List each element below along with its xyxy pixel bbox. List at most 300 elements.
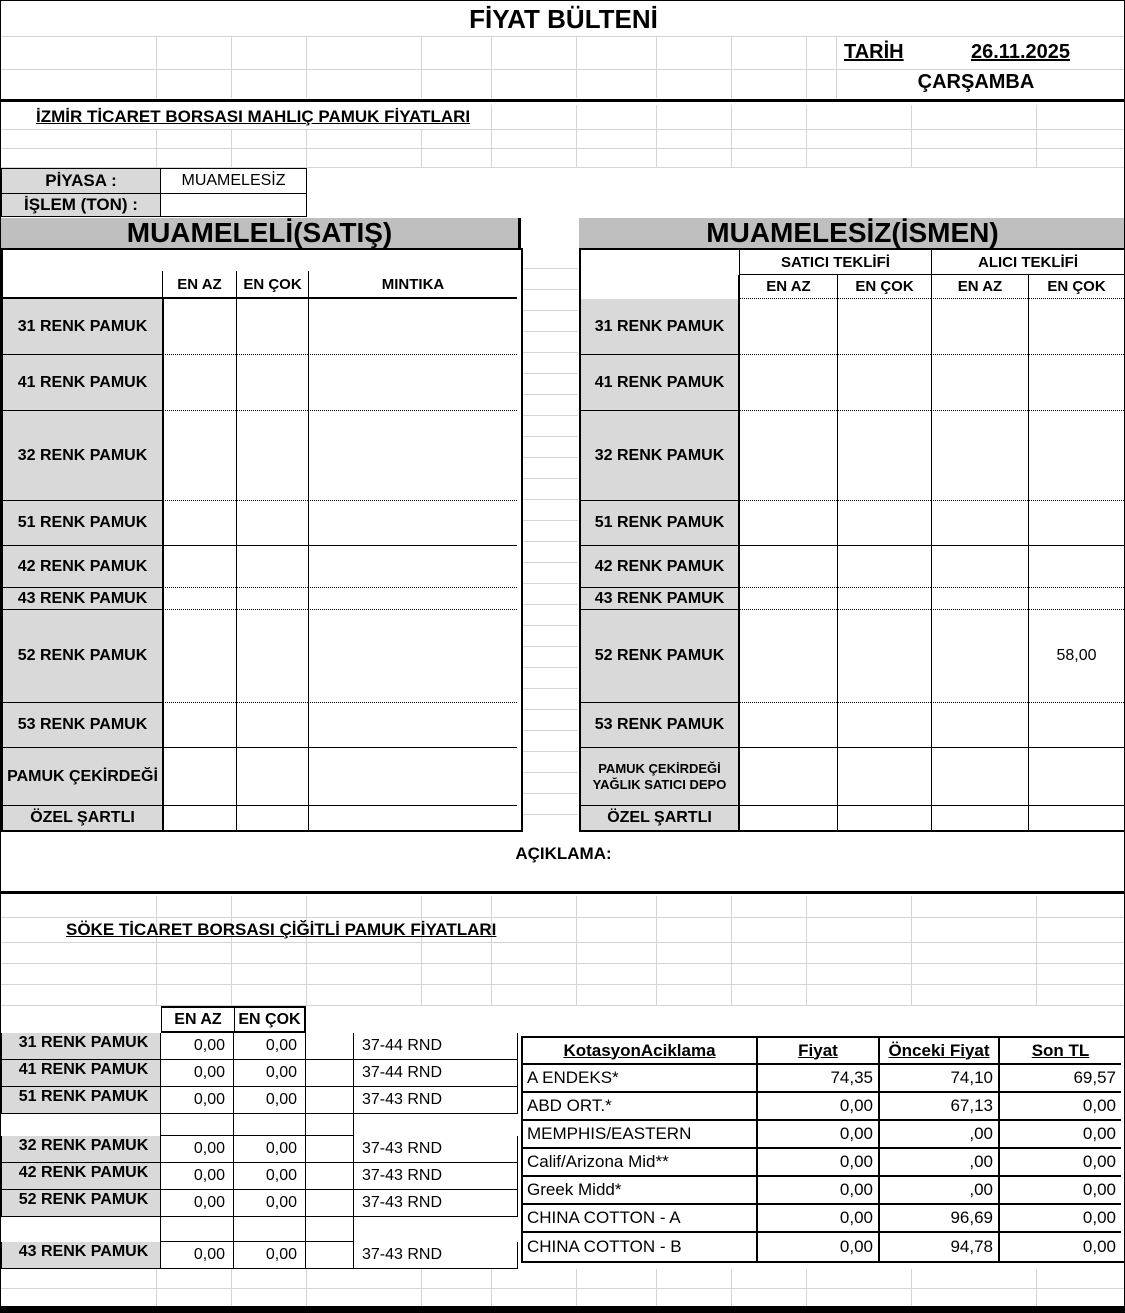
satici-en-az-cell <box>739 703 837 748</box>
row-label: 51 RENK PAMUK <box>3 501 163 546</box>
en-az-cell <box>163 748 236 806</box>
table-row <box>523 1093 1125 1121</box>
gridline <box>576 36 577 98</box>
satici-en-cok-cell <box>837 748 931 806</box>
en-cok-cell <box>236 610 308 703</box>
gridline <box>306 1269 307 1306</box>
en-az-cell: 0,00 <box>161 1060 234 1087</box>
row-label-line1: 43 RENK PAMUK <box>594 589 725 607</box>
kotasyon-name-cell: Calif/Arizona Mid** <box>523 1149 756 1177</box>
gridline <box>306 36 307 98</box>
bottom-bar <box>1 1306 1125 1313</box>
table-row <box>581 501 1125 546</box>
en-az-cell: 0,00 <box>161 1190 234 1217</box>
row-label: 43 RENK PAMUK <box>1 1242 161 1269</box>
gridline <box>911 105 912 167</box>
mintika-cell <box>354 1114 518 1136</box>
divider <box>1 99 1125 102</box>
table-row <box>3 588 521 610</box>
en-az-cell: 0,00 <box>161 1087 234 1114</box>
gridline <box>806 1269 807 1306</box>
en-az-cell <box>163 411 236 501</box>
alici-en-cok-cell <box>1028 501 1124 546</box>
gridline <box>806 896 807 1006</box>
kotasyon-name-cell: ABD ORT.* <box>523 1093 756 1121</box>
row-label <box>581 610 739 703</box>
gridline <box>306 129 307 167</box>
en-az-cell <box>163 501 236 546</box>
aciklama-label: AÇIKLAMA: <box>515 844 612 863</box>
row-label-line1: ÖZEL ŞARTLI <box>607 809 712 827</box>
en-az-cell <box>161 1217 234 1242</box>
satici-en-az-cell <box>739 748 837 806</box>
col-header-satici-en-cok: EN ÇOK <box>837 275 931 299</box>
mintika-cell: 37-44 RND <box>354 1060 518 1087</box>
table-row <box>581 546 1125 588</box>
row-label: 31 RENK PAMUK <box>1 1033 161 1060</box>
mintika-cell <box>308 610 517 703</box>
gridline <box>1 942 1125 943</box>
alici-en-az-cell <box>931 355 1028 411</box>
mintika-cell <box>308 748 517 806</box>
muameleli-table <box>1 248 523 832</box>
table-row <box>523 1205 1125 1233</box>
table-row <box>1 1217 518 1242</box>
satici-en-cok-cell <box>837 703 931 748</box>
satici-en-cok-cell <box>837 806 931 830</box>
mintika-cell <box>308 588 517 610</box>
header-spacer <box>581 275 739 299</box>
gridline <box>656 1269 657 1306</box>
gap-cell <box>306 1033 354 1060</box>
son-tl-cell: 0,00 <box>998 1177 1121 1205</box>
gridline <box>836 36 837 98</box>
gap-cell <box>306 1114 354 1136</box>
satici-en-az-cell <box>739 588 837 610</box>
row-label: ÖZEL ŞARTLI <box>3 806 163 830</box>
en-az-cell <box>161 1114 234 1136</box>
muameleli-header-row <box>3 271 521 299</box>
islem-ton-value <box>160 193 307 217</box>
kotasyon-name-cell: CHINA COTTON - B <box>527 1237 682 1256</box>
row-label: 41 RENK PAMUK <box>3 355 163 411</box>
col-header-satici-en-az: EN AZ <box>739 275 837 299</box>
onceki-fiyat-cell: 96,69 <box>878 1205 998 1233</box>
fiyat-cell: 0,00 <box>756 1205 878 1233</box>
table-row <box>3 299 521 355</box>
satici-en-az-cell <box>739 610 837 703</box>
onceki-fiyat-cell: 67,13 <box>878 1093 998 1121</box>
alici-en-cok-cell <box>1028 411 1124 501</box>
en-cok-cell <box>234 1217 306 1242</box>
table-row <box>523 1121 1125 1149</box>
table-row <box>1 1060 518 1087</box>
onceki-fiyat-cell: ,00 <box>878 1177 998 1205</box>
gridline <box>911 896 912 1006</box>
en-az-cell <box>163 355 236 411</box>
row-label: 51 RENK PAMUK <box>1 1087 161 1114</box>
satici-en-az-cell <box>739 355 837 411</box>
row-label <box>581 748 739 806</box>
row-label: PAMUK ÇEKİRDEĞİ <box>3 748 163 806</box>
gridline <box>1036 1269 1037 1306</box>
grid-gap-column <box>522 248 578 828</box>
mintika-cell: 37-43 RND <box>354 1242 518 1269</box>
kotasyon-name-cell: Greek Midd* <box>523 1177 756 1205</box>
row-label-line1: PAMUK ÇEKİRDEĞİ <box>598 760 721 776</box>
piyasa-label: PİYASA : <box>1 168 161 194</box>
empty-row <box>3 250 521 271</box>
soke-table <box>1 1006 518 1269</box>
gridline <box>1 1288 1125 1289</box>
alici-en-cok-cell <box>1028 703 1124 748</box>
fiyat-cell: 0,00 <box>756 1177 878 1205</box>
row-label: 32 RENK PAMUK <box>1 1136 161 1163</box>
header-spacer <box>581 250 739 275</box>
gridline <box>306 896 307 1006</box>
satici-en-az-cell <box>739 501 837 546</box>
alici-en-az-cell <box>931 501 1028 546</box>
row-label: 52 RENK PAMUK <box>3 610 163 703</box>
satici-teklifi-header: SATICI TEKLİFİ <box>739 250 931 275</box>
en-cok-cell <box>236 703 308 748</box>
en-az-cell: 0,00 <box>161 1033 234 1060</box>
en-cok-cell <box>236 546 308 588</box>
en-az-cell <box>163 806 236 830</box>
row-label <box>581 355 739 411</box>
satici-en-az-cell <box>739 299 837 355</box>
alici-en-cok-cell <box>1028 355 1124 411</box>
group-header-row <box>581 250 1125 275</box>
alici-en-az-cell <box>931 806 1028 830</box>
muamelesiz-table <box>579 248 1125 832</box>
table-row <box>1 1033 518 1060</box>
mintika-cell <box>308 546 517 588</box>
table-row <box>581 588 1125 610</box>
satici-en-cok-cell <box>837 501 931 546</box>
alici-en-az-cell <box>931 546 1028 588</box>
mintika-cell: 37-44 RND <box>354 1033 518 1060</box>
fiyat-cell: 74,35 <box>756 1065 878 1093</box>
gridline <box>491 1269 492 1306</box>
gridline <box>1 917 1125 918</box>
piyasa-value: MUAMELESİZ <box>160 168 307 194</box>
en-cok-cell: 0,00 <box>234 1060 306 1087</box>
date-value: 26.11.2025 <box>971 41 1070 63</box>
son-tl-cell: 0,00 <box>998 1205 1121 1233</box>
row-label <box>581 588 739 610</box>
row-label-line1: 32 RENK PAMUK <box>594 446 725 464</box>
kotasyon-name-cell: MEMPHIS/EASTERN <box>523 1121 756 1149</box>
gridline <box>1 148 1125 149</box>
en-az-cell <box>163 588 236 610</box>
gridline <box>576 1269 577 1306</box>
kotasyon-name-cell: A ENDEKS* <box>523 1065 756 1093</box>
izmir-section-heading: İZMİR TİCARET BORSASI MAHLIÇ PAMUK FİYATLARI <box>36 107 471 126</box>
row-label: 32 RENK PAMUK <box>3 411 163 501</box>
gridline <box>576 105 577 167</box>
gap-cell <box>306 1136 354 1163</box>
gridline <box>1 984 1125 985</box>
row-label <box>581 703 739 748</box>
alici-en-az-cell <box>931 411 1028 501</box>
gridline <box>156 896 157 1006</box>
page-title: FİYAT BÜLTENİ <box>469 4 658 34</box>
col-header-kotasyon-aciklama: KotasyonAciklama <box>523 1038 756 1065</box>
table-row <box>3 806 521 830</box>
row-label <box>1 1114 161 1136</box>
gridline <box>156 1269 157 1306</box>
fiyat-cell: 0,00 <box>756 1149 878 1177</box>
gap-cell <box>306 1190 354 1217</box>
alici-en-az-cell <box>931 299 1028 355</box>
alici-en-az-cell <box>931 748 1028 806</box>
en-cok-cell: 0,00 <box>234 1163 306 1190</box>
kotasyon-table <box>521 1036 1125 1263</box>
gridline <box>731 36 732 98</box>
gridline <box>231 896 232 1006</box>
gridline <box>491 896 492 1006</box>
alici-en-cok-cell <box>1028 546 1124 588</box>
mintika-cell <box>308 299 517 355</box>
en-cok-cell <box>236 748 308 806</box>
row-label: 31 RENK PAMUK <box>3 299 163 355</box>
gridline <box>231 36 232 98</box>
onceki-fiyat-cell: 74,10 <box>878 1065 998 1093</box>
header-spacer <box>1 1006 161 1033</box>
table-row <box>523 1177 1125 1205</box>
col-header-en-az: EN AZ <box>161 1006 234 1033</box>
table-row <box>523 1149 1125 1177</box>
en-cok-cell <box>236 355 308 411</box>
en-cok-cell <box>236 501 308 546</box>
gap-cell <box>306 1242 354 1269</box>
table-row <box>581 299 1125 355</box>
kotasyon-header-row <box>523 1038 1125 1065</box>
mintika-cell: 37-43 RND <box>354 1190 518 1217</box>
table-row <box>581 355 1125 411</box>
satici-en-az-cell <box>739 546 837 588</box>
col-header-alici-en-cok: EN ÇOK <box>1028 275 1124 299</box>
muameleli-banner: MUAMELELİ(SATIŞ) <box>1 218 518 248</box>
mintika-cell: 37-43 RND <box>354 1163 518 1190</box>
en-cok-cell: 0,00 <box>234 1136 306 1163</box>
son-tl-cell: 0,00 <box>998 1093 1121 1121</box>
en-cok-cell: 0,00 <box>234 1190 306 1217</box>
gridline <box>1036 105 1037 167</box>
gridline <box>656 896 657 1006</box>
en-cok-cell <box>236 806 308 830</box>
gridline <box>731 896 732 1006</box>
row-label-line1: 53 RENK PAMUK <box>594 716 725 734</box>
table-row <box>581 748 1125 806</box>
gridline <box>231 1269 232 1306</box>
gridline <box>576 896 577 1006</box>
soke-header-row <box>1 1006 518 1033</box>
table-row <box>3 703 521 748</box>
onceki-fiyat-cell: ,00 <box>878 1149 998 1177</box>
son-tl-cell: 0,00 <box>998 1121 1121 1149</box>
son-tl-cell: 69,57 <box>998 1065 1121 1093</box>
mintika-cell: 37-43 RND <box>354 1087 518 1114</box>
row-label: 42 RENK PAMUK <box>1 1163 161 1190</box>
row-label <box>581 806 739 830</box>
gridline <box>421 896 422 1006</box>
gridline <box>806 36 807 98</box>
gridline <box>231 129 232 167</box>
table-row <box>581 411 1125 501</box>
row-label-line1: 41 RENK PAMUK <box>594 373 725 391</box>
row-label-line2: YAĞLIK SATICI DEPO <box>592 776 727 792</box>
en-cok-cell: 0,00 <box>234 1033 306 1060</box>
muamelesiz-header-row <box>581 275 1125 299</box>
alici-en-az-cell <box>931 703 1028 748</box>
divider <box>1 891 1125 894</box>
table-row <box>3 748 521 806</box>
kotasyon-name-cell: CHINA COTTON - A <box>523 1205 756 1233</box>
satici-en-cok-cell <box>837 588 931 610</box>
soke-section-heading: SÖKE TİCARET BORSASI ÇİĞİTLİ PAMUK FİYATLARI <box>66 920 497 939</box>
gridline <box>491 36 492 98</box>
table-row <box>1 1136 518 1163</box>
gridline <box>656 105 657 167</box>
en-az-cell: 0,00 <box>161 1136 234 1163</box>
row-label-line1: 52 RENK PAMUK <box>594 647 725 665</box>
onceki-fiyat-cell: ,00 <box>878 1121 998 1149</box>
row-label-line1: 51 RENK PAMUK <box>594 514 725 532</box>
gridline <box>421 36 422 98</box>
gridline <box>491 105 492 167</box>
table-row <box>3 610 521 703</box>
gridline <box>421 1269 422 1306</box>
muamelesiz-banner: MUAMELESİZ(İSMEN) <box>579 218 1125 248</box>
islem-ton-label: İŞLEM (TON) : <box>1 193 161 217</box>
gridline <box>1 69 1125 70</box>
alici-en-cok-cell: 58,00 <box>1028 610 1124 703</box>
gridline <box>806 105 807 167</box>
row-label-line1: 42 RENK PAMUK <box>594 557 725 575</box>
row-label <box>581 411 739 501</box>
row-label: 42 RENK PAMUK <box>3 546 163 588</box>
gridline <box>1 963 1125 964</box>
row-label: 52 RENK PAMUK <box>1 1190 161 1217</box>
col-header-alici-en-az: EN AZ <box>931 275 1028 299</box>
table-row <box>581 703 1125 748</box>
satici-en-cok-cell <box>837 411 931 501</box>
date-label: TARİH <box>844 41 904 63</box>
satici-en-cok-cell <box>837 299 931 355</box>
table-row <box>523 1065 1125 1093</box>
row-label <box>1 1217 161 1242</box>
gap-cell <box>306 1087 354 1114</box>
col-header-en-az: EN AZ <box>163 271 236 299</box>
en-az-cell: 0,00 <box>161 1242 234 1269</box>
fiyat-cell: 0,00 <box>756 1233 878 1261</box>
en-cok-cell <box>236 299 308 355</box>
table-row <box>581 806 1125 830</box>
gridline <box>1036 896 1037 1006</box>
row-label <box>581 546 739 588</box>
header-spacer <box>3 271 163 299</box>
en-az-cell <box>163 703 236 748</box>
table-row <box>1 1190 518 1217</box>
table-row <box>581 610 1125 703</box>
gridline <box>731 105 732 167</box>
mintika-cell <box>308 411 517 501</box>
table-row <box>3 411 521 501</box>
en-cok-cell: 0,00 <box>234 1087 306 1114</box>
mintika-cell <box>308 501 517 546</box>
gridline <box>421 129 422 167</box>
en-az-cell: 0,00 <box>161 1163 234 1190</box>
gap-cell <box>306 1163 354 1190</box>
gridline <box>731 1269 732 1306</box>
col-header-fiyat: Fiyat <box>756 1038 878 1065</box>
satici-en-az-cell <box>739 806 837 830</box>
satici-en-cok-cell <box>837 355 931 411</box>
row-label: 41 RENK PAMUK <box>1 1060 161 1087</box>
en-az-cell <box>163 610 236 703</box>
gridline <box>656 36 657 98</box>
mintika-cell <box>308 355 517 411</box>
en-cok-cell <box>236 411 308 501</box>
fiyat-cell: 0,00 <box>756 1093 878 1121</box>
en-cok-cell <box>234 1114 306 1136</box>
table-row <box>1 1087 518 1114</box>
table-row <box>3 355 521 411</box>
satici-en-az-cell <box>739 411 837 501</box>
gap-cell <box>306 1060 354 1087</box>
alici-en-cok-cell <box>1028 299 1124 355</box>
table-row <box>1 1242 518 1269</box>
table-row <box>3 501 521 546</box>
gridline <box>911 1269 912 1306</box>
gridline <box>1 36 1125 37</box>
gridline <box>156 129 157 167</box>
en-cok-cell: 0,00 <box>234 1242 306 1269</box>
table-row <box>3 546 521 588</box>
alici-teklifi-header: ALICI TEKLİFİ <box>931 250 1124 275</box>
alici-en-az-cell <box>931 588 1028 610</box>
gap-cell <box>306 1217 354 1242</box>
table-row <box>1 1163 518 1190</box>
fiyat-cell: 0,00 <box>756 1121 878 1149</box>
col-header-son-tl: Son TL <box>998 1038 1121 1065</box>
mintika-cell <box>354 1217 518 1242</box>
en-az-cell <box>163 299 236 355</box>
row-label-line1: 31 RENK PAMUK <box>594 317 725 335</box>
satici-en-cok-cell <box>837 610 931 703</box>
row-label <box>581 299 739 355</box>
row-label: 43 RENK PAMUK <box>3 588 163 610</box>
row-label <box>581 501 739 546</box>
son-tl-cell: 0,00 <box>998 1233 1121 1261</box>
satici-en-cok-cell <box>837 546 931 588</box>
alici-en-cok-cell <box>1028 748 1124 806</box>
date-day: ÇARŞAMBA <box>917 71 1035 93</box>
en-az-cell <box>163 546 236 588</box>
alici-en-cok-cell <box>1028 806 1124 830</box>
mintika-cell: 37-43 RND <box>354 1136 518 1163</box>
table-row <box>1 1114 518 1136</box>
table-row <box>523 1233 1125 1261</box>
onceki-fiyat-cell: 94,78 <box>878 1233 998 1261</box>
col-header-en-cok: EN ÇOK <box>236 271 308 299</box>
row-label: 53 RENK PAMUK <box>3 703 163 748</box>
en-cok-cell <box>236 588 308 610</box>
col-header-onceki-fiyat: Önceki Fiyat <box>878 1038 998 1065</box>
col-header-mintika: MINTIKA <box>308 271 517 299</box>
